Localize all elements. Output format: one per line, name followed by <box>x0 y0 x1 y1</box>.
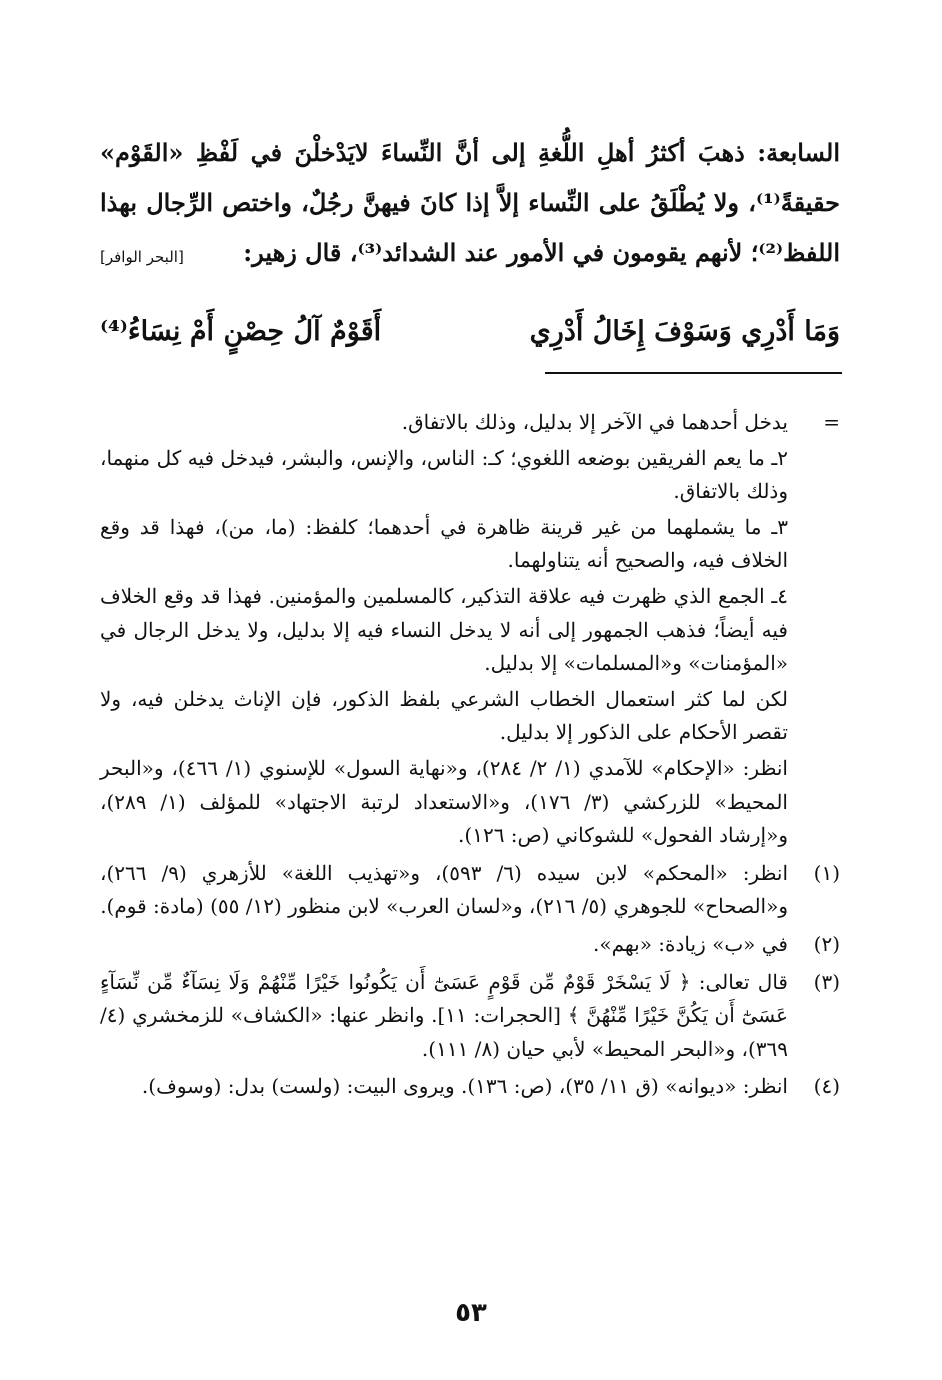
main-text <box>100 128 840 282</box>
footnote-3 <box>100 966 840 1067</box>
verse-first-hemistich: وَمَا أَدْرِي وَسَوْفَ إِخَالُ أَدْرِي <box>529 316 840 347</box>
footnote-4 <box>100 1070 840 1104</box>
page-number: ٥٣ <box>455 1298 487 1328</box>
continuation-paragraph: يدخل أحدهما في الآخر إلا بدليل، وذلك بالاتفاق. <box>401 410 788 434</box>
footnote-text: في «ب» زيادة: «بهم». <box>593 931 788 956</box>
footnote-text: قال تعالى: ﴿ لَا يَسْخَرْ قَوْمٌ مِّن قَوْمٍ عَسَىٰٓ أَن يَكُونُوا خَيْرًا مِّنْهُمْ وَلَا نِسَآءٌ مِّن نِّسَآءٍ عَسَىٰٓ أَن يَكُنَّ خَيْرًا مِّنْهُنَّ ﴾ [الحجرات: ١١]. وانظر عنها: «الكشاف» للزمخشري (٤/ ٣٦٩)، و«البحر المحيط» لأبي حيان (٨/ ١١١). <box>100 969 789 1061</box>
footnote-2 <box>100 928 840 962</box>
footnote-text: انظر: «ديوانه» (ق ١١/ ٣٥)، (ص: ١٣٦). ويروى البيت: (ولست) بدل: (وسوف). <box>141 1074 788 1099</box>
footnote-marker: (٢) <box>813 931 840 956</box>
footnote-marker: (٤) <box>813 1074 840 1099</box>
footnote-marker: (٣) <box>813 969 840 994</box>
footnote-marker: (١) <box>813 860 840 885</box>
footnote-divider <box>545 372 842 374</box>
footnote-continuation <box>100 406 840 853</box>
footnote-1 <box>100 857 840 924</box>
footnote-text: انظر: «المحكم» لابن سيده (٦/ ٥٩٣)، و«تهذيب اللغة» للأزهري (٩/ ٢٦٦)، و«الصحاح» للجوهري (٥/ ٢١٦)، و«لسان العرب» لابن منظور (١٢/ ٥٥) (مادة: قوم). <box>100 860 788 919</box>
continuation-paragraph: ٢ـ ما يعم الفريقين بوضعه اللغوي؛ كـ: الناس، والإنس، والبشر، فيدخل فيه كل منهما، وذلك بالاتفاق. <box>100 445 788 504</box>
verse-second-hemistich: أَقَوْمٌ آلُ حِصْنٍ أَمْ نِسَاءُ⁽⁴⁾ <box>100 316 382 347</box>
poetic-meter-label: [البحر الوافر] <box>100 248 184 266</box>
poetry-verse <box>100 304 840 360</box>
continuation-paragraph: ٣ـ ما يشملهما من غير قرينة ظاهرة في أحدهما؛ كلفظ: (ما، من)، فهذا قد وقع الخلاف فيه، والصحيح أنه يتناولهما. <box>100 514 788 573</box>
continuation-paragraph: ٤ـ الجمع الذي ظهرت فيه علاقة التذكير، كالمسلمين والمؤمنين. فهذا قد وقع الخلاف فيه أيضاً؛ فذهب الجمهور إلى أنه لا يدخل النساء فيه إلا بدليل، ولا يدخل الرجال في «المؤمنات» و«المسلمات» إلا بدليل. <box>100 583 788 676</box>
footnotes <box>100 406 840 1108</box>
main-paragraph <box>100 128 840 278</box>
continuation-paragraph: لكن لما كثر استعمال الخطاب الشرعي بلفظ الذكور، فإن الإناث يدخلن فيه، ولا تقصر الأحكام على الذكور إلا بدليل. <box>100 686 788 745</box>
continuation-marker: = <box>823 410 840 434</box>
continuation-paragraph: انظر: «الإحكام» للآمدي (١/ ٢/ ٢٨٤)، و«نهاية السول» للإسنوي (١/ ٤٦٦)، و«البحر المحيط» للزركشي (٣/ ١٧٦)، و«الاستعداد لرتبة الاجتهاد» للمؤلف (١/ ٢٨٩)، و«إرشاد الفحول» للشوكاني (ص: ١٢٦). <box>100 755 788 848</box>
main-paragraph-text: السابعة: ذهبَ أكثرُ أهلِ اللُّغةِ إلى أنَّ النِّساءَ لايَدْخلْنَ في لَفْظِ «القَوْم» حقيقةً⁽¹⁾، ولا يُطْلَقُ على النِّساء إلاَّ إذا كانَ فيهنَّ رجُلٌ، واختص الرِّجال بهذا اللفظ⁽²⁾؛ لأنهم يقومون في الأمور عند الشدائد⁽³⁾، قال زهير: <box>100 138 840 267</box>
